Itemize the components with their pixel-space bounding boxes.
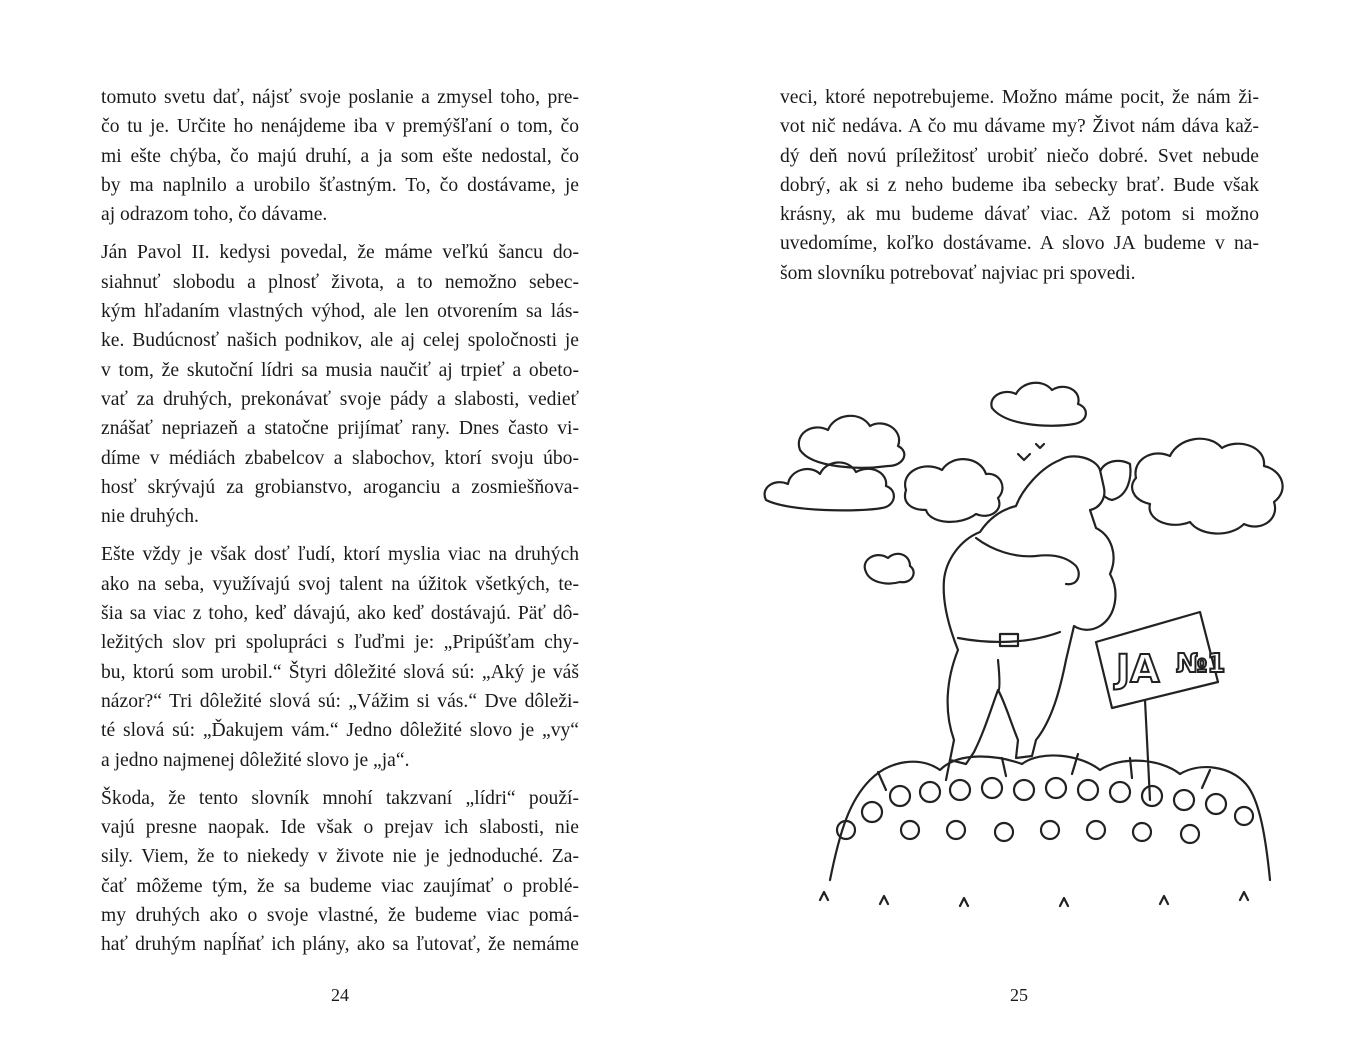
text-line: krásny, ak mu budeme dávať viac. Až potom si možno xyxy=(780,204,1259,226)
text-line: díme v médiách zbabelcov a slabochov, ktorí svoju úbo- xyxy=(101,447,579,469)
text-line: tomuto svetu dať, nájsť svoje poslanie a zmysel toho, pre- xyxy=(101,87,579,108)
text-line: šom slovníku potrebovať najviac pri spovedi. xyxy=(780,262,1136,284)
text-line: vajú presne naopak. Ide však o prejav ich slabosti, nie xyxy=(101,817,579,839)
giant-in-clouds-cartoon xyxy=(760,360,1330,920)
text-line: Škoda, že tento slovník mnohí takzvaní „lídri“ použí- xyxy=(101,787,579,809)
paragraph xyxy=(101,238,579,531)
text-line: čo tu je. Určite ho nenájdeme iba v premýšľaní o tom, čo xyxy=(101,116,579,138)
text-line: znášať nepriazeň a statočne prijímať rany. Dnes často vi- xyxy=(101,418,579,440)
cloud-mid xyxy=(799,416,905,468)
text-line: ke. Budúcnosť našich podnikov, ale aj celej spoločnosti je xyxy=(101,330,579,352)
text-line: aj odrazom toho, čo dávame. xyxy=(101,204,328,226)
giant-figure xyxy=(944,456,1116,764)
sign-text: JA xyxy=(1116,647,1160,691)
text-line: dý deň novú príležitosť urobiť niečo dobré. Svet nebude xyxy=(780,145,1259,167)
text-line: sily. Viem, že to niekedy v živote nie je jednoduché. Za- xyxy=(101,846,579,868)
text-line: čať môžeme tým, že sa budeme viac zaujímať o problé- xyxy=(101,875,579,897)
text-line: vot nič nedáva. A čo mu dávame my? Život nám dáva kaž- xyxy=(780,116,1259,138)
paragraph xyxy=(101,83,579,229)
text-line: šia sa viac z toho, keď dávajú, ako keď dostávajú. Päť dô- xyxy=(101,603,579,625)
text-line: Ján Pavol II. kedysi povedal, že máme veľkú šancu do- xyxy=(101,242,579,264)
cartoon-illustration xyxy=(760,360,1330,920)
cloud-small-left xyxy=(865,554,914,584)
paragraph xyxy=(101,540,579,774)
text-line: by ma naplnilo a urobilo šťastným. To, čo dostávame, je xyxy=(101,174,579,196)
text-line: té slová sú: „Ďakujem vám.“ Jedno dôležité slovo je „vy“ xyxy=(101,720,579,742)
crowd-heads xyxy=(837,778,1253,843)
text-line: ako na seba, využívajú svoj talent na úžitok všetkých, te- xyxy=(101,573,579,595)
paragraph xyxy=(780,83,1259,288)
cloud-behind-head xyxy=(905,459,1002,522)
text-line: veci, ktoré nepotrebujeme. Možno máme pocit, že nám ži- xyxy=(780,87,1259,108)
raised-arms xyxy=(878,754,1210,790)
text-line: mi ešte chýba, čo majú druhí, a ja som ešte nedostal, čo xyxy=(101,145,579,167)
cloud-right xyxy=(1132,439,1283,534)
text-line: Ešte vždy je však dosť ľudí, ktorí myslia viac na druhých xyxy=(101,544,579,566)
bird-icon xyxy=(1018,454,1030,460)
text-line: siahnuť slobodu a plnosť života, a to nemožno sebec- xyxy=(101,271,579,293)
text-line: hosť skrývajú za grobianstvo, aroganciu a zosmiešňova- xyxy=(101,476,579,498)
text-line: uvedomíme, koľko dostávame. A slovo JA budeme v na- xyxy=(780,233,1259,255)
text-line: a jedno najmenej dôležité slovo je „ja“. xyxy=(101,749,410,771)
right-page xyxy=(680,0,1359,1063)
page-number: 25 xyxy=(1010,985,1028,1005)
cloud-left xyxy=(765,462,894,510)
text-line: v tom, že skutoční lídri sa musia naučiť aj trpieť a obeto- xyxy=(101,359,579,381)
bird-icon xyxy=(1036,444,1044,448)
text-line: ležitých slov pri spolupráci s ľuďmi je: „Pripúšťam chy- xyxy=(101,632,579,654)
text-line: názor?“ Tri dôležité slová sú: „Vážim si vás.“ Dve dôleži- xyxy=(101,690,579,712)
crowd xyxy=(830,755,1270,880)
text-line: my druhých ako o svoje vlastné, že budeme viac pomá- xyxy=(101,905,579,927)
sign-rank: №1 xyxy=(1176,649,1226,679)
text-line: hať druhým napĺňať ich plány, ako sa ľutovať, že nemáme xyxy=(101,934,579,956)
left-page-text xyxy=(101,83,579,969)
right-page-text xyxy=(780,83,1259,297)
cloud-top xyxy=(991,383,1086,426)
text-line: bu, ktorú som urobil.“ Štyri dôležité slová sú: „Aký je váš xyxy=(101,661,579,683)
text-line: dobrý, ak si z neho budeme iba sebecky brať. Bude však xyxy=(780,174,1259,196)
text-line: kým hľadaním vlastných výhod, ale len otvorením sa lás- xyxy=(101,301,579,323)
text-line: nie druhých. xyxy=(101,506,199,528)
text-line: vať za druhých, prekonávať svoje pády a slabosti, vedieť xyxy=(101,388,579,410)
page-number: 24 xyxy=(331,985,349,1005)
ground-grass xyxy=(820,892,1248,906)
paragraph xyxy=(101,784,579,960)
